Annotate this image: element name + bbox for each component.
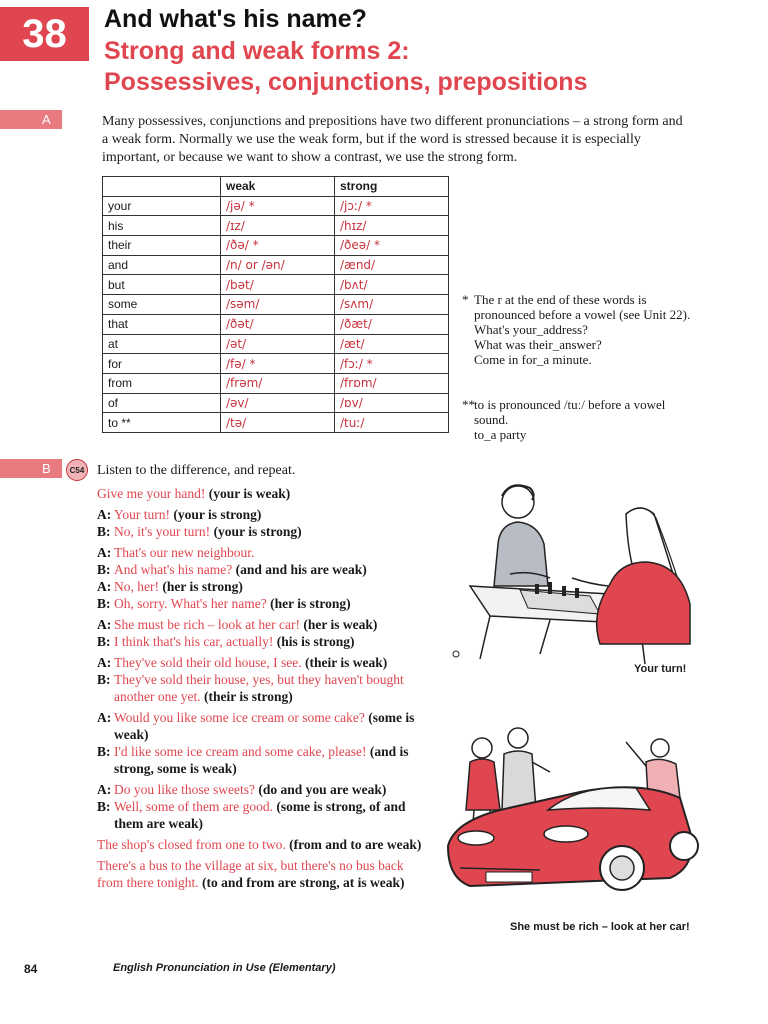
speaker-label: A: xyxy=(97,782,112,797)
note-star-example-2: What was their_answer? xyxy=(474,337,602,352)
table-weak-cell: /n/ or /ən/ xyxy=(221,255,335,275)
table-strong-cell: /hɪz/ xyxy=(335,216,449,236)
example-phrase: Would you like some ice cream or some cake? xyxy=(114,710,365,725)
book-title: English Pronunciation in Use (Elementary) xyxy=(113,962,336,974)
speaker-label: B: xyxy=(97,799,111,814)
audio-track-icon[interactable]: C54 xyxy=(66,459,88,481)
example-phrase: Oh, sorry. What's her name? xyxy=(114,596,267,611)
example-phrase: The shop's closed from one to two. xyxy=(97,837,286,852)
table-strong-cell: /æt/ xyxy=(335,334,449,354)
example-note: (their is strong) xyxy=(200,689,293,704)
example-item xyxy=(97,544,422,561)
note-double-star-marker: ** xyxy=(462,397,475,412)
example-phrase: Your turn! xyxy=(114,507,171,522)
table-strong-cell: /ɒv/ xyxy=(335,393,449,413)
table-weak-cell: /ɪz/ xyxy=(221,216,335,236)
intro-paragraph: Many possessives, conjunctions and prepositions have two different pronunciations – a strong form and a weak form. Normally we use the weak form, but if the word is stressed because it is especially important, or because we want to show a contrast, we use the strong form. xyxy=(102,114,683,165)
example-item xyxy=(97,654,422,671)
subtitle-line2: Possessives, conjunctions, prepositions xyxy=(104,68,588,96)
example-note: (your is strong) xyxy=(210,524,302,539)
speaker-label: B: xyxy=(97,672,111,687)
example-note: (their is weak) xyxy=(301,655,388,670)
table-row xyxy=(103,373,449,393)
example-note: (from and to are weak) xyxy=(285,837,422,852)
table-row xyxy=(103,413,449,433)
table-row xyxy=(103,334,449,354)
example-phrase: She must be rich – look at her car! xyxy=(114,617,300,632)
table-row xyxy=(103,275,449,295)
example-note: (to and from are strong, at is weak) xyxy=(198,875,405,890)
table-row xyxy=(103,236,449,256)
subtitle-line1: Strong and weak forms 2: xyxy=(104,37,410,65)
table-word-cell: to ** xyxy=(103,413,221,433)
table-row xyxy=(103,354,449,374)
example-item xyxy=(97,798,422,832)
example-item xyxy=(97,595,422,612)
table-word-cell: for xyxy=(103,354,221,374)
example-note: (her is strong) xyxy=(158,579,243,594)
chess-players-illustration xyxy=(440,474,700,674)
table-weak-cell: /ðət/ xyxy=(221,314,335,334)
caption-your-turn: Your turn! xyxy=(634,663,687,675)
speaker-label: A: xyxy=(97,507,112,522)
note-double-star-text: to is pronounced /tuː/ before a vowel sound. xyxy=(474,397,666,427)
table-header-cell xyxy=(103,177,221,197)
example-note: (her is weak) xyxy=(299,617,378,632)
speaker-label: A: xyxy=(97,545,112,560)
table-weak-cell: /ðə/ * xyxy=(221,236,335,256)
table-word-cell: his xyxy=(103,216,221,236)
example-item xyxy=(97,485,422,502)
speaker-label: B: xyxy=(97,744,111,759)
table-word-cell: from xyxy=(103,373,221,393)
table-strong-cell: /tuː/ xyxy=(335,413,449,433)
example-phrase: Well, some of them are good. xyxy=(114,799,273,814)
table-word-cell: and xyxy=(103,255,221,275)
table-strong-cell: /jɔː/ * xyxy=(335,196,449,216)
table-word-cell: but xyxy=(103,275,221,295)
note-star-example-1: What's your_address? xyxy=(474,322,588,337)
example-item xyxy=(97,633,422,650)
table-weak-cell: /bət/ xyxy=(221,275,335,295)
example-phrase: There's a bus to the village at six, but there's no bus back from there tonight. xyxy=(97,858,404,890)
speaker-label: A: xyxy=(97,710,112,725)
table-word-cell: that xyxy=(103,314,221,334)
page-title: And what's his name? xyxy=(104,5,367,33)
table-row xyxy=(103,196,449,216)
caption-rich-car: She must be rich – look at her car! xyxy=(510,921,690,933)
speaker-label: B: xyxy=(97,634,111,649)
example-item xyxy=(97,857,422,891)
table-strong-cell: /sʌm/ xyxy=(335,295,449,315)
example-note: (your is weak) xyxy=(205,486,291,501)
example-note: (her is strong) xyxy=(266,596,351,611)
table-weak-cell: /jə/ * xyxy=(221,196,335,216)
example-item xyxy=(97,561,422,578)
listen-instruction: Listen to the difference, and repeat. xyxy=(97,463,296,478)
table-strong-cell: /ðeə/ * xyxy=(335,236,449,256)
table-word-cell: some xyxy=(103,295,221,315)
table-strong-cell: /ænd/ xyxy=(335,255,449,275)
note-star-text: The r at the end of these words is pronounced before a vowel (see Unit 22). xyxy=(474,292,691,322)
note-star xyxy=(462,292,692,367)
example-phrase: They've sold their house, yes, but they haven't bought another one yet. xyxy=(114,672,404,704)
speaker-label: A: xyxy=(97,655,112,670)
table-strong-cell: /ðæt/ xyxy=(335,314,449,334)
note-star-marker: * xyxy=(462,292,469,307)
example-note: (do and you are weak) xyxy=(254,782,387,797)
table-weak-cell: /əv/ xyxy=(221,393,335,413)
section-b-tab: B xyxy=(0,459,62,478)
example-note: (some is strong, of and them are weak) xyxy=(114,799,406,831)
table-word-cell: of xyxy=(103,393,221,413)
example-note: (and is strong, some is weak) xyxy=(114,744,409,776)
example-item xyxy=(97,709,422,743)
unit-number: 38 xyxy=(0,7,89,61)
table-header-cell: strong xyxy=(335,177,449,197)
table-row xyxy=(103,216,449,236)
table-strong-cell: /bʌt/ xyxy=(335,275,449,295)
example-note: (your is strong) xyxy=(170,507,262,522)
table-strong-cell: /frɒm/ xyxy=(335,373,449,393)
example-note: (some is weak) xyxy=(114,710,415,742)
example-item xyxy=(97,781,422,798)
example-item xyxy=(97,506,422,523)
table-row xyxy=(103,295,449,315)
section-a-tab: A xyxy=(0,110,62,129)
note-double-star xyxy=(462,397,692,442)
example-phrase: No, it's your turn! xyxy=(114,524,211,539)
table-word-cell: their xyxy=(103,236,221,256)
table-word-cell: at xyxy=(103,334,221,354)
red-car-illustration xyxy=(440,718,700,918)
table-row xyxy=(103,393,449,413)
speaker-label: A: xyxy=(97,579,112,594)
table-weak-cell: /fə/ * xyxy=(221,354,335,374)
example-note: (and and his are weak) xyxy=(232,562,367,577)
speaker-label: B: xyxy=(97,596,111,611)
example-phrase: Do you like those sweets? xyxy=(114,782,255,797)
table-header-row xyxy=(103,177,449,197)
example-phrase: I think that's his car, actually! xyxy=(114,634,274,649)
note-double-star-example: to_a party xyxy=(474,427,527,442)
speaker-label: B: xyxy=(97,524,111,539)
table-row xyxy=(103,255,449,275)
table-weak-cell: /tə/ xyxy=(221,413,335,433)
table-weak-cell: /ət/ xyxy=(221,334,335,354)
speaker-label: A: xyxy=(97,617,112,632)
strong-weak-table xyxy=(102,176,449,433)
example-phrase: Give me your hand! xyxy=(97,486,206,501)
speaker-label: B: xyxy=(97,562,111,577)
example-item xyxy=(97,743,422,777)
note-star-example-3: Come in for_a minute. xyxy=(474,352,592,367)
example-item xyxy=(97,578,422,595)
table-word-cell: your xyxy=(103,196,221,216)
table-header-cell: weak xyxy=(221,177,335,197)
table-weak-cell: /səm/ xyxy=(221,295,335,315)
table-weak-cell: /frəm/ xyxy=(221,373,335,393)
table-row xyxy=(103,314,449,334)
example-phrase: That's our new neighbour. xyxy=(114,545,255,560)
example-note: (his is strong) xyxy=(273,634,355,649)
example-item xyxy=(97,616,422,633)
example-item xyxy=(97,836,422,853)
page-number: 84 xyxy=(24,962,38,976)
example-phrase: No, her! xyxy=(114,579,159,594)
example-phrase: I'd like some ice cream and some cake, please! xyxy=(114,744,367,759)
example-item xyxy=(97,671,422,705)
example-phrase: They've sold their old house, I see. xyxy=(114,655,302,670)
example-item xyxy=(97,523,422,540)
example-list xyxy=(97,485,422,891)
table-strong-cell: /fɔː/ * xyxy=(335,354,449,374)
example-phrase: And what's his name? xyxy=(114,562,233,577)
